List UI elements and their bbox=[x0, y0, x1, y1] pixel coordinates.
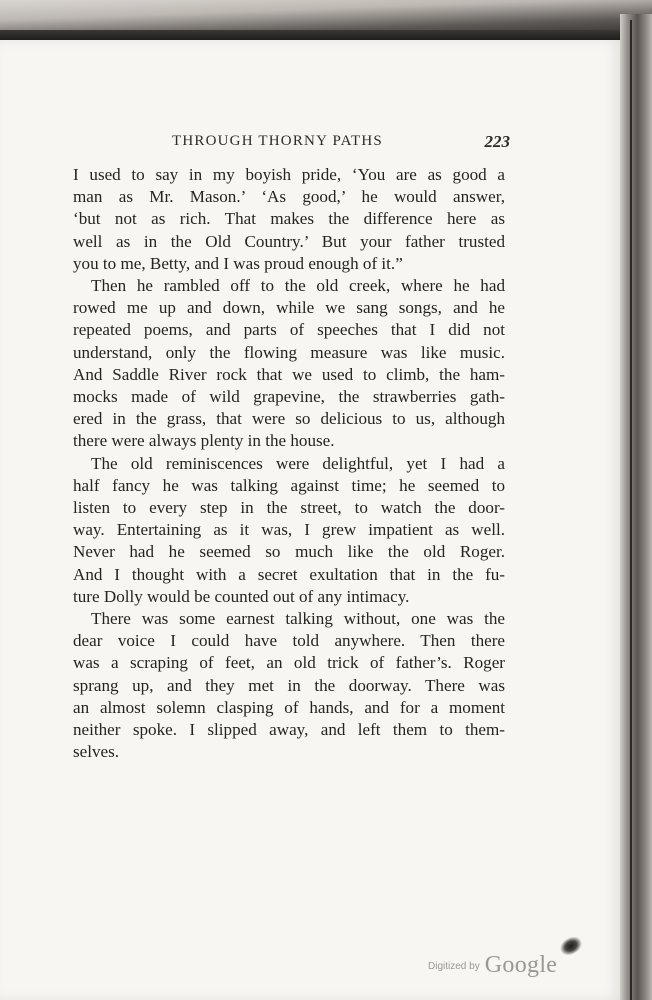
text-line: sprang up, and they met in the doorway. There was bbox=[73, 675, 505, 695]
text-line: way. Entertaining as it was, I grew impatient as well. bbox=[73, 520, 505, 540]
text-line: there were always plenty in the house. bbox=[73, 431, 335, 451]
google-logo: Google bbox=[484, 952, 558, 978]
text-line: mocks made of wild grapevine, the strawberries gath- bbox=[73, 387, 505, 407]
book-spine-edge bbox=[620, 14, 652, 1000]
text-line: understand, only the flowing measure was like music. bbox=[73, 342, 505, 362]
text-line: The old reminiscences were delightful, yet I had a bbox=[91, 453, 505, 473]
text-line: you to me, Betty, and I was proud enough of it.” bbox=[73, 253, 403, 273]
text-line: And I thought with a secret exultation that in the fu- bbox=[73, 564, 505, 584]
text-line: Then he rambled off to the old creek, where he had bbox=[91, 276, 505, 296]
text-line: Never had he seemed so much like the old Roger. bbox=[73, 542, 505, 562]
text-line: was a scraping of feet, an old trick of father’s. Roger bbox=[73, 653, 505, 673]
running-head-title: THROUGH THORNY PATHS bbox=[172, 133, 383, 149]
spine-line bbox=[630, 20, 632, 1000]
text-line: There was some earnest talking without, one was the bbox=[91, 609, 505, 629]
digitized-watermark bbox=[428, 952, 557, 979]
text-line: dear voice I could have told anywhere. Then there bbox=[73, 631, 505, 651]
text-line: ered in the grass, that were so delicious to us, although bbox=[73, 409, 505, 429]
text-line: I used to say in my boyish pride, ‘You are as good a bbox=[73, 165, 505, 184]
text-line: neither spoke. I slipped away, and left them to them- bbox=[73, 720, 505, 740]
text-line: repeated poems, and parts of speeches that I did not bbox=[73, 320, 505, 340]
text-line: And Saddle River rock that we used to climb, the ham- bbox=[73, 364, 505, 384]
text-line: half fancy he was talking against time; he seemed to bbox=[73, 475, 505, 495]
page-body bbox=[73, 164, 505, 763]
watermark-prefix: Digitized by bbox=[428, 961, 480, 972]
text-line: ‘but not as rich. That makes the difference here as bbox=[73, 209, 505, 229]
page-number: 223 bbox=[484, 132, 510, 151]
text-line: rowed me up and down, while we sang songs, and he bbox=[73, 298, 505, 318]
text-line: listen to every step in the street, to watch the door- bbox=[73, 498, 505, 518]
text-line: man as Mr. Mason.’ ‘As good,’ he would answer, bbox=[73, 187, 505, 207]
text-line: an almost solemn clasping of hands, and for a moment bbox=[73, 697, 505, 717]
text-line: well as in the Old Country.’ But your father trusted bbox=[73, 231, 505, 251]
text-line: ture Dolly would be counted out of any intimacy. bbox=[73, 586, 410, 606]
text-line: selves. bbox=[73, 742, 120, 762]
